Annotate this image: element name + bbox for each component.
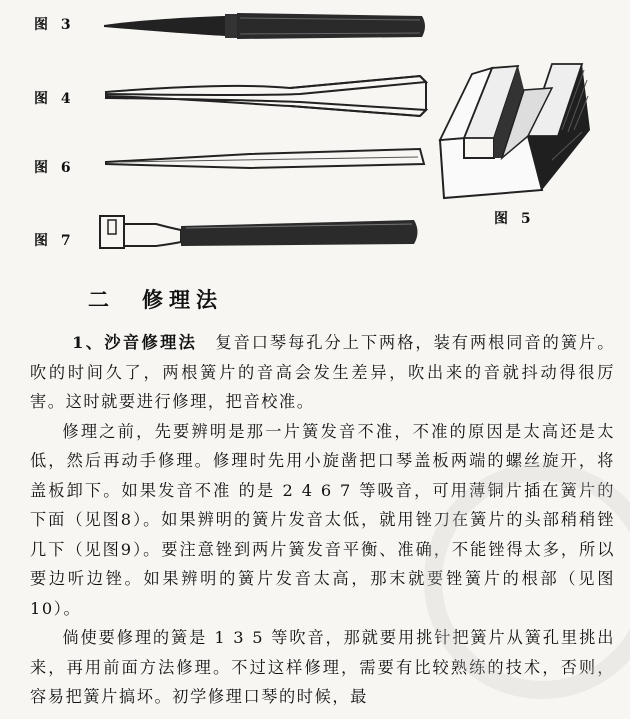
figure-6-label: 图 6 bbox=[34, 160, 75, 176]
paragraph-1-text: 复音口琴每孔分上下两格，装有两根同音的簧片。吹的时间久了，两根簧片的音高会发生差异，吹出来的音就抖动得很厉害。这时就要进行修理，把音校准。 bbox=[30, 333, 615, 411]
grooved-block-illustration bbox=[432, 60, 602, 210]
figure-5-label: 图 5 bbox=[494, 211, 535, 227]
paragraph-3: 倘使要修理的簧是 1 3 5 等吹音，那就要用挑针把簧片从簧孔里挑出来，再用前面方法修理。不过这样修理，需要有比较熟练的技术，否则，容易把簧片搞坏。初学修理口琴的时候，最 bbox=[30, 628, 615, 706]
paragraph-2: 修理之前，先要辨明是那一片簧发音不准，不准的原因是太高还是太低，然后再动手修理。修理时先用小旋凿把口琴盖板两端的螺丝旋开，将盖板卸下。如果发音不准 的是 2 4 6 7 等吸音，可用薄铜片插在簧片的下面（见图8）。如果辨明的簧片发音太低，就用锉刀在簧片的头部稍稍锉几下（见图9）。要注意锉到两片簧发音平衡、准确，不能锉得太多，所以要边听边锉。如果辨明的簧片发音太高，那末就要锉簧片的根部（见图10）。 bbox=[30, 421, 615, 618]
slotted-tool-illustration bbox=[96, 210, 426, 260]
file-tool-illustration bbox=[100, 8, 430, 44]
figure-4-label: 图 4 bbox=[34, 91, 75, 107]
figure-7-label: 图 7 bbox=[34, 233, 75, 249]
tweezers-illustration bbox=[100, 72, 430, 122]
paragraph-1-lead: 1、沙音修理法 bbox=[72, 333, 198, 352]
section-title: 二 修理法 bbox=[88, 287, 223, 312]
blade-tool-illustration bbox=[100, 146, 430, 176]
paragraph-1 bbox=[30, 328, 615, 417]
figure-3-label: 图 3 bbox=[34, 17, 75, 33]
